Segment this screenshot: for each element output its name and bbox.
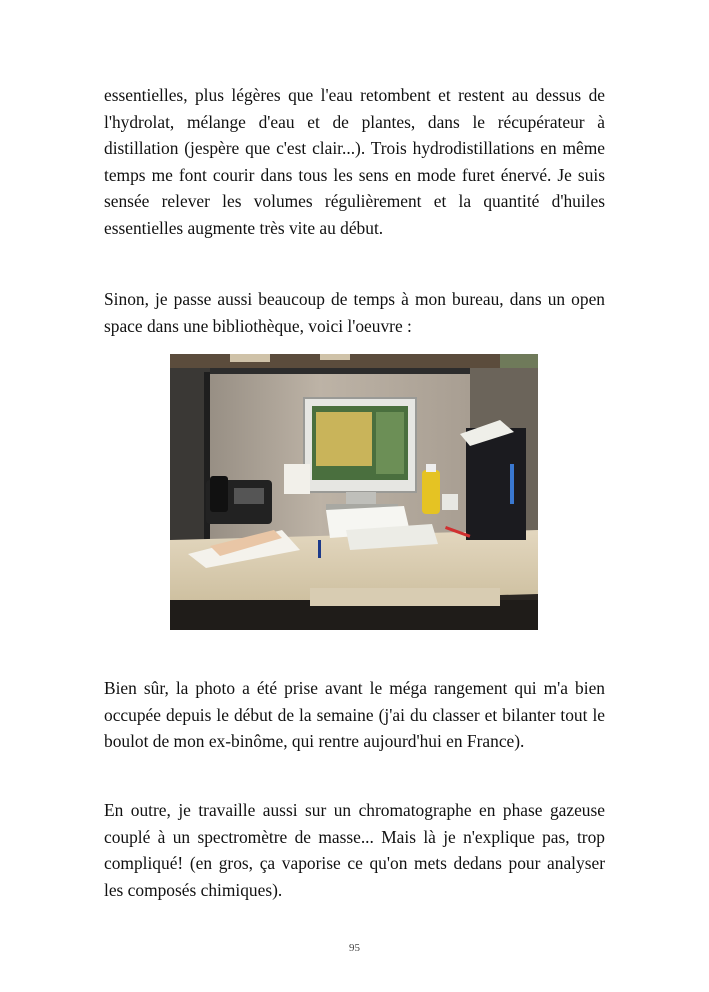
paragraph-1: essentielles, plus légères que l'eau retombent et restent au dessus de l'hydrolat, mélange d'eau et de plantes, dans le récupérateur à distillation (jespère que c'est clair...). Trois hydrodistillations en même temps me font courir dans tous les sens en mode furet énervé. Je suis sensée relever les volumes régulièrement et la quantité d'huiles essentielles augmente très vite au début.	[104, 85, 605, 238]
paragraph-4: En outre, je travaille aussi sur un chromatographe en phase gazeuse couplé à un spectromètre de masse... Mais là je n'explique pas, trop compliqué! (en gros, ça vaporise ce qu'on mets dedans pour analyser les composés chimiques).	[104, 800, 605, 900]
office-desk-photo	[170, 354, 538, 630]
paragraph-2: Sinon, je passe aussi beaucoup de temps à mon bureau, dans un open space dans une bibliothèque, voici l'oeuvre :	[104, 289, 605, 336]
page-number: 95	[349, 942, 360, 954]
paragraph-3: Bien sûr, la photo a été prise avant le méga rangement qui m'a bien occupée depuis le début de la semaine (j'ai du classer et bilanter tout le boulot de mon ex-binôme, qui rentre aujourd'hui en France).	[104, 678, 605, 752]
